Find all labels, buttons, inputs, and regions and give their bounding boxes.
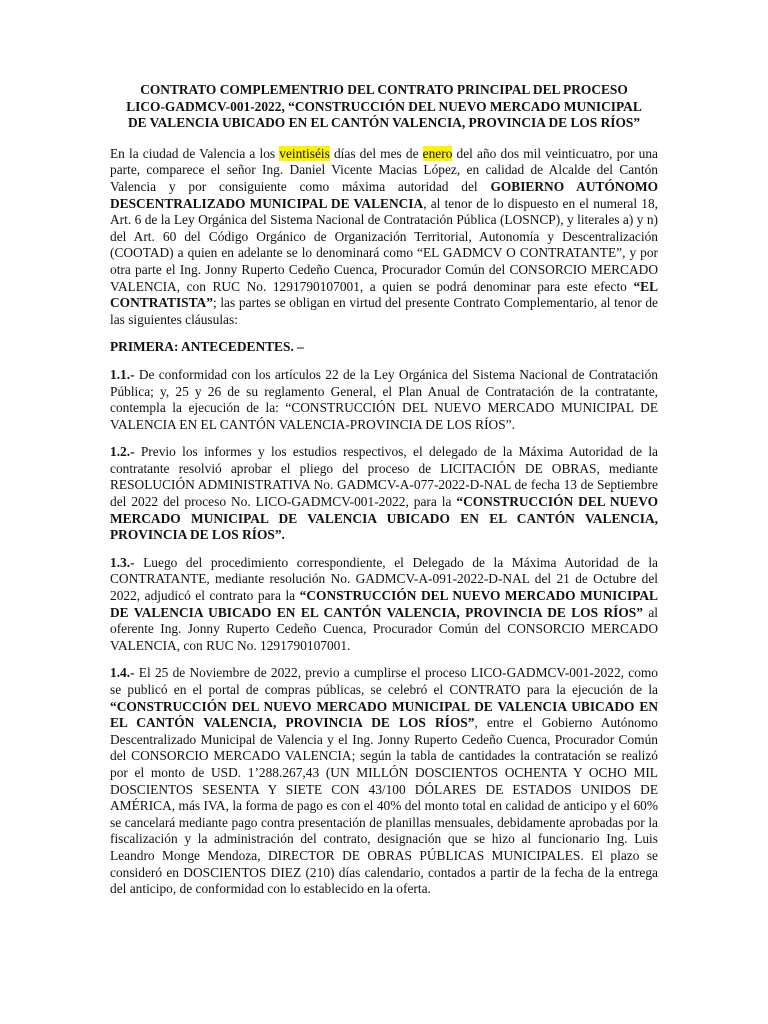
clause-text: , entre el Gobierno Autónomo Descentralizado Municipal de Valencia y el Ing. Jonny Ruperto Cedeño Cuenca, Procurador Común del CONSORCIO MERCADO VALENCIA; según la tabla de cantidades la contratación se realizó por el monto de USD. 1’288.267,43 (UN MILLÓN DOSCIENTOS OCHENTA Y OCHO MIL DOSCIENTOS SESENTA Y SIETE CON 43/100 DÓLARES DE ESTADOS UNIDOS DE AMÉRICA, más IVA, la forma de pago es con el 40% del monto total en calidad de anticipo y el 60% se cancelará mediante pago contra presentación de planillas mensuales, debidamente aprobadas por la fiscalización y la administración del contrato, designación que se hizo al funcionario Ing. Luis Leandro Monge Mendoza, DIRECTOR DE OBRAS PÚBLICAS MUNICIPALES. El plazo se consideró en DOSCIENTOS DIEZ (210) días calendario, contados a partir de la fecha de la entrega del anticipo, de conformidad con lo establecido en la oferta. <box>110 715 658 897</box>
clause-text: Luego del procedimiento correspondiente, el Delegado de la Máxima Autoridad de la CONTRATANTE, mediante resolución No. GADMCV-A-091-2022-D-NAL del 21 de Octubre del 2022, adjudicó el contrato para la <box>110 554 658 604</box>
clause-number: 1.1.- <box>110 366 135 382</box>
intro-text-1: En la ciudad de Valencia a los <box>110 145 280 161</box>
clause-1-2 <box>110 444 658 544</box>
clause-bold-text: “CONSTRUCCIÓN DEL NUEVO MERCADO MUNICIPAL DE VALENCIA UBICADO EN EL CANTÓN VALENCIA, PROVINCIA DE LOS RÍOS” <box>110 698 658 731</box>
clause-1-1 <box>110 367 658 433</box>
title-line-1: CONTRATO COMPLEMENTRIO DEL CONTRATO PRINCIPAL DEL PROCESO <box>140 82 628 97</box>
clause-text: De conformidad con los artículos 22 de la Ley Orgánica del Sistema Nacional de Contratación Pública; y, 25 y 26 de su reglamento General, el Plan Anual de Contratación de la contratante, contempla la ejecución de la: “CONSTRUCCIÓN DEL NUEVO MERCADO MUNICIPAL DE VALENCIA EN EL CANTÓN VALENCIA-PROVINCIA DE LOS RÍOS”. <box>110 366 658 432</box>
intro-paragraph <box>110 146 658 329</box>
title-line-3: DE VALENCIA UBICADO EN EL CANTÓN VALENCIA, PROVINCIA DE LOS RÍOS” <box>127 115 641 131</box>
section-heading-primera: PRIMERA: ANTECEDENTES. – <box>110 339 304 355</box>
clause-bold-text: “CONSTRUCCIÓN DEL NUEVO MERCADO MUNICIPAL DE VALENCIA UBICADO EN EL CANTÓN VALENCIA, PROVINCIA DE LOS RÍOS” <box>110 588 658 620</box>
intro-text-2: días del mes de <box>329 145 423 161</box>
clause-bold-text: “CONSTRUCCIÓN DEL NUEVO MERCADO MUNICIPAL DE VALENCIA UBICADO EN EL CANTÓN VALENCIA, PROVINCIA DE LOS RÍOS”. <box>110 494 659 543</box>
clause-1-4 <box>110 665 658 897</box>
intro-text-5: ; las partes se obligan en virtud del presente Contrato Complementario, al tenor de las siguientes cláusulas: <box>110 295 658 327</box>
highlight-month: enero <box>422 145 453 161</box>
clause-1-3 <box>110 555 658 655</box>
clause-number: 1.2.- <box>110 444 135 460</box>
clause-text: El 25 de Noviembre de 2022, previo a cumplirse el proceso LICO-GADMCV-001-2022, como se publicó en el portal de compras públicas, se celebró el CONTRATO para la ejecución de la <box>110 665 658 697</box>
intro-bold-contratista: “EL CONTRATISTA” <box>110 278 658 311</box>
document-title <box>110 82 658 132</box>
clause-text: al oferente Ing. Jonny Ruperto Cedeño Cuenca, Procurador Común del CONSORCIO MERCADO VALENCIA, con RUC No. 1291790107001. <box>110 604 659 653</box>
intro-text-3: del año dos mil veinticuatro, por una parte, comparece el señor Ing. Daniel Vicente Macias López, en calidad de Alcalde del Cantón Valencia y por consiguiente como máxima autoridad del <box>110 145 658 194</box>
intro-text-4: , al tenor de lo dispuesto en el numeral 18, Art. 6 de la Ley Orgánica del Sistema Nacional de Contratación Pública (LOSNCP), y literales a) y n) del Art. 60 del Código Orgánico de Organización Territorial, Autonomía y Descentralización (COOTAD) a quien en adelante se lo denominará como “EL GADMCV O CONTRATANTE”, y por otra parte el Ing. Jonny Ruperto Cedeño Cuenca, Procurador Común del CONSORCIO MERCADO VALENCIA, con RUC No. 1291790107001, a quien se podrá denominar para este efecto <box>110 195 658 294</box>
title-line-2: LICO-GADMCV-001-2022, “CONSTRUCCIÓN DEL NUEVO MERCADO MUNICIPAL <box>126 98 642 114</box>
clause-number: 1.4.- <box>110 665 135 681</box>
intro-bold-gad: GOBIERNO AUTÓNOMO DESCENTRALIZADO MUNICIPAL DE VALENCIA <box>110 178 658 211</box>
highlight-day: veintiséis <box>279 145 330 161</box>
clause-text: Previo los informes y los estudios respectivos, el delegado de la Máxima Autoridad de la contratante resolvió aprobar el pliego del proceso de LICITACIÓN DE OBRAS, mediante RESOLUCIÓN ADMINISTRATIVA No. GADMCV-A-077-2022-D-NAL de fecha 13 de Septiembre del 2022 del proceso No. LICO-GADMCV-001-2022, para la <box>110 444 658 510</box>
clause-number: 1.3.- <box>110 554 135 570</box>
